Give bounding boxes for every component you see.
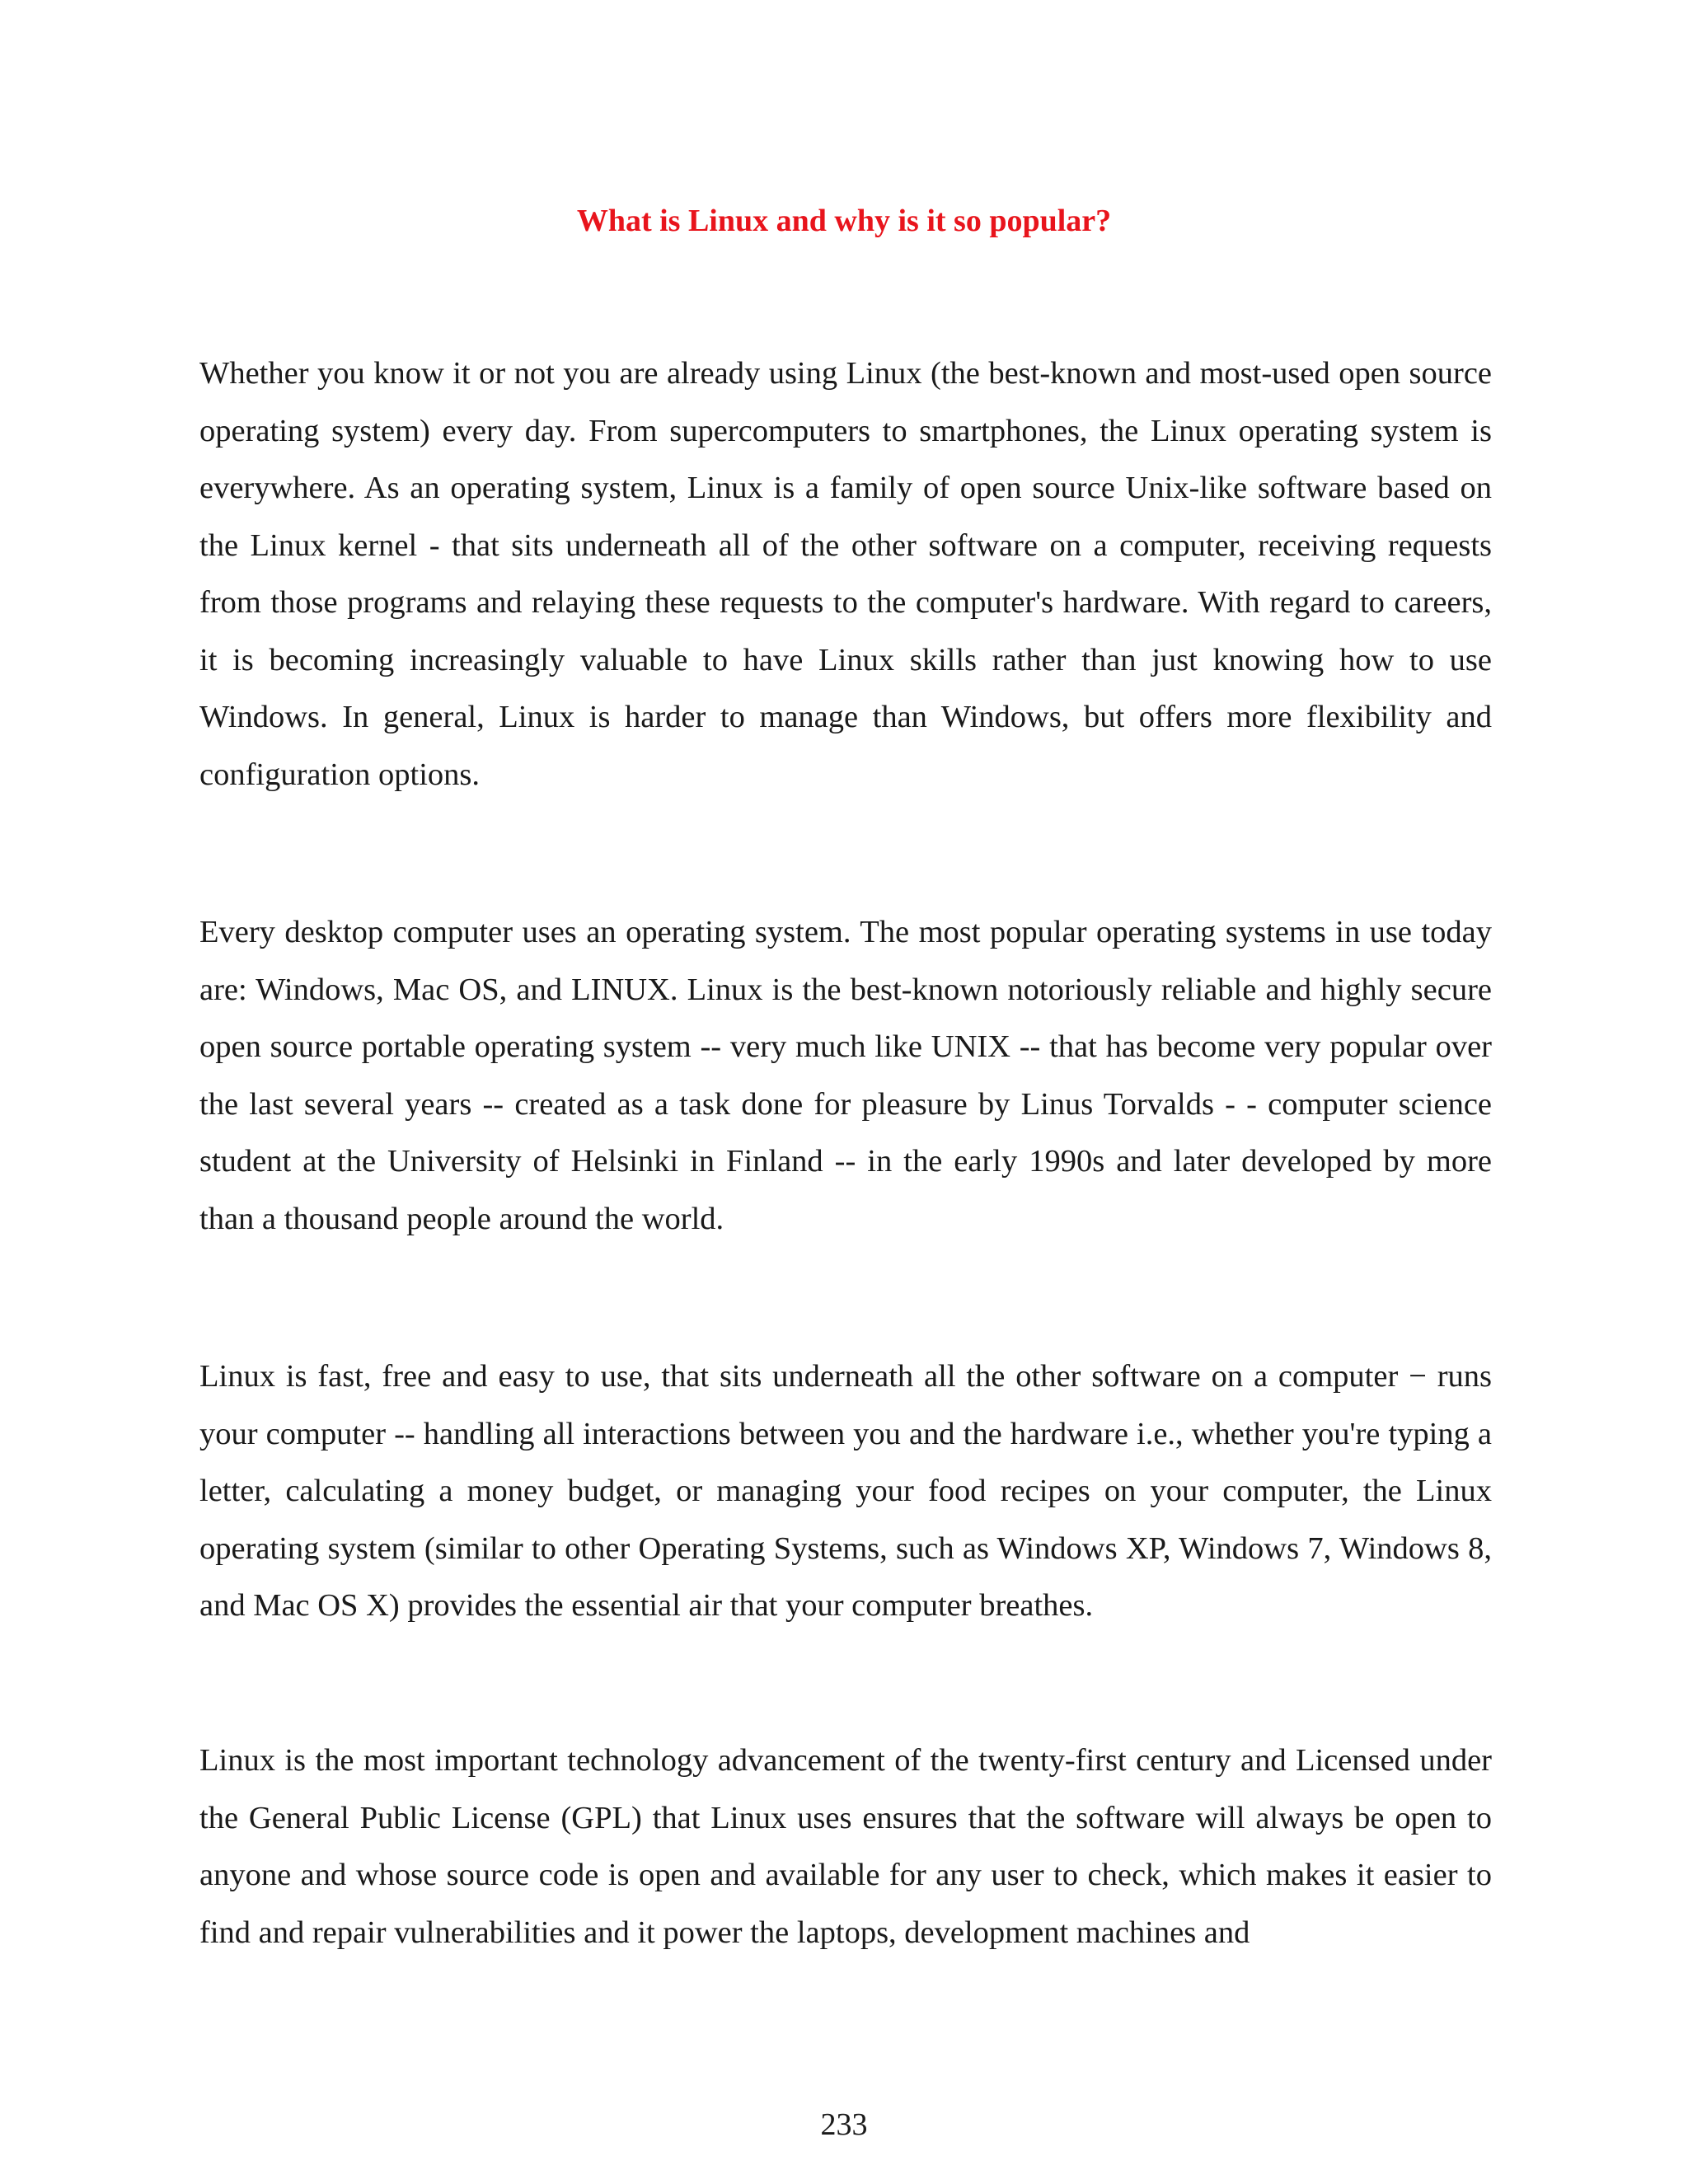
paragraph-3: Linux is fast, free and easy to use, that sits underneath all the other software on a computer − runs your computer -- handling all interactions between you and the hardware i.e., whether you're typing a letter, calculating a money budget, or managing your food recipes on your computer, the Linux operating system (similar to other Operating Systems, such as Windows XP, Windows 7, Windows 8, and Mac OS X) provides the essential air that your computer breathes. (199, 1359, 1492, 1623)
paragraph-4: Linux is the most important technology advancement of the twenty-first century and Licensed under the General Public License (GPL) that Linux uses ensures that the software will always be open to anyone and whose source code is open and available for any user to check, which makes it easier to find and repair vulnerabilities and it power the laptops, development machines and (199, 1743, 1492, 1950)
paragraph-1: Whether you know it or not you are already using Linux (the best-known and most-used open source operating system) every day. From supercomputers to smartphones, the Linux operating system is everywhere. As an operating system, Linux is a family of open source Unix-like software based on the Linux kernel - that sits underneath all of the other software on a computer, receiving requests from those programs and relaying these requests to the computer's hardware. With regard to careers, it is becoming increasingly valuable to have Linux skills rather than just knowing how to use Windows. In general, Linux is harder to manage than Windows, but offers more flexibility and configuration options. (199, 356, 1492, 792)
page-number: 233 (820, 2107, 868, 2142)
paragraph-2: Every desktop computer uses an operating system. The most popular operating systems in use today are: Windows, Mac OS, and LINUX. Linux is the best-known notoriously reliable and highly secure open source portable operating system -- very much like UNIX -- that has become very popular over the last several years -- created as a task done for pleasure by Linus Torvalds - - computer science student at the University of Helsinki in Finland -- in the early 1990s and later developed by more than a thousand people around the world. (199, 915, 1492, 1236)
page-title: What is Linux and why is it so popular? (576, 204, 1112, 238)
